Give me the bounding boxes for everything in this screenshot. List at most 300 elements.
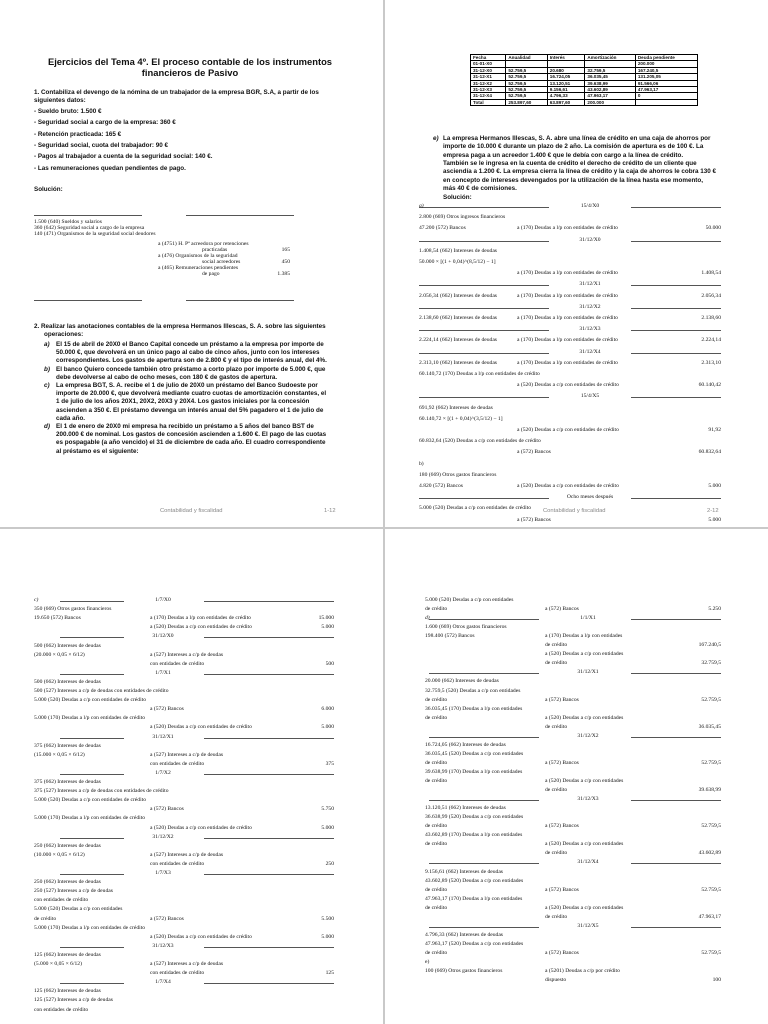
table-cell: 13.120,51 — [547, 80, 585, 86]
page-footer: Contabilidad y fiscalidad — [543, 508, 606, 514]
table-cell: 32.759,5 — [585, 67, 635, 73]
amount: 5.000 — [321, 824, 334, 831]
credit-line: a (572) Bancos — [545, 886, 579, 893]
amount: 125 — [325, 970, 334, 977]
journal-line: a (476) Organismos de la seguridad — [158, 253, 238, 259]
rule — [60, 774, 124, 775]
rule — [429, 863, 539, 864]
debit-line: 125 (527) Intereses a c/p de deudas — [34, 997, 113, 1004]
debit-line: de crédito — [425, 886, 448, 893]
debit-line: 20.000 (662) Intereses de deudas — [425, 678, 499, 685]
table-row — [471, 99, 698, 105]
debit-line: (20.000 × 0,05 × 6/12) — [34, 651, 85, 658]
entry-date: 1/7/X1 — [155, 669, 171, 676]
amount: 167.240,5 — [698, 642, 721, 649]
entry-date: Ocho meses después — [566, 494, 614, 501]
entry-date: 31/12/X2 — [577, 732, 599, 739]
debit-line: 47.963,17 (170) Deudas a l/p con entidades — [425, 895, 523, 902]
credit-line: a (520) Deudas a c/p con entidades de crédito — [150, 824, 252, 831]
table-cell: 52.759,5 — [506, 74, 547, 80]
debit-line: e) — [425, 959, 430, 965]
item-e-text: importe de 10.000 € durante un plazo de 2 año. La comisión de apertura es de 100 €. La — [443, 143, 704, 151]
debit-line: 47.200 (572) Bancos — [419, 225, 466, 232]
rule — [60, 637, 124, 638]
amount: 2.138,60 — [701, 315, 721, 321]
rule — [429, 673, 539, 674]
item-e-label: e) — [433, 135, 439, 142]
debit-line: 2.224,14 (662) Intereses de deudas — [419, 337, 497, 344]
table-cell: 31-12-X0 — [471, 67, 506, 73]
credit-line: a (527) Intereses a c/p de deudas — [150, 751, 223, 758]
bullet-item: - Sueldo bruto: 1.500 € — [34, 108, 102, 115]
credit-line: dispuesto — [545, 977, 567, 984]
question-2-line-2: operaciones: — [44, 331, 84, 338]
rule — [631, 619, 721, 620]
rule — [631, 498, 721, 499]
rule — [60, 983, 124, 984]
rule — [204, 774, 334, 775]
credit-line: a (572) Bancos — [545, 759, 579, 766]
item-text: 200.000 € de nominal. Los gastos de concesión ascienden a 1.600 €. El pago de las cuotas — [56, 431, 327, 439]
credit-line: a (170) Deudas a l/p con entidades de crédito — [517, 225, 618, 232]
journal-line: a (465) Remuneraciones pendientes — [158, 265, 238, 271]
debit-line: 250 (662) Intereses de deudas — [34, 842, 101, 849]
solution-label: Solución: — [443, 194, 472, 201]
amortization-table — [470, 54, 698, 106]
debit-line: 60.140,72 (170) Deudas a l/p con entidades de crédito — [419, 371, 540, 377]
debit-line: 43.602,89 (520) Deudas a c/p con entidades — [425, 877, 524, 884]
debit-line: de crédito — [425, 949, 448, 956]
item-text: 1 de julio de los años 20X1, 20X2, 20X3 y 20X4. Los gastos iniciales por la concesión — [56, 398, 310, 406]
rule — [204, 637, 334, 638]
rule — [60, 738, 124, 739]
table-cell: 31-12-X4 — [471, 93, 506, 99]
table-cell: 36.035,45 — [585, 74, 635, 80]
rule — [60, 838, 124, 839]
amount: 5.000 — [321, 624, 334, 631]
credit-line: a (170) Deudas a l/p con entidades — [545, 633, 623, 640]
credit-line: a (527) Intereses a c/p de deudas — [150, 851, 223, 858]
amount: 2.313,10 — [701, 359, 721, 366]
rule — [631, 800, 721, 801]
item-letter: c) — [44, 382, 50, 389]
credit-line: a (572) Bancos — [545, 949, 579, 956]
entry-date: 15/4/X5 — [580, 393, 600, 400]
debit-line: 5.000 (520) Deudas a c/p con entidades — [425, 597, 514, 603]
debit-line: 125 (662) Intereses de deudas — [34, 988, 101, 995]
entry-date: 31/12/X1 — [577, 669, 599, 676]
debit-line: 2.800 (669) Otros ingresos financieros — [419, 214, 506, 221]
amount: 52.759,5 — [701, 759, 721, 766]
table-cell: 52.759,5 — [506, 93, 547, 99]
amount: 52.759,5 — [701, 949, 721, 956]
debit-line: 47.963,17 (520) Deudas a c/p con entidades — [425, 940, 524, 947]
credit-line: a (572) Bancos — [517, 516, 551, 523]
amount: 2.224,14 — [701, 337, 721, 344]
item-text: debe devolverse al cabo de ocho meses, con 180 € de gastos de apertura. — [56, 373, 278, 381]
table-cell: 63.897,60 — [547, 99, 585, 105]
entry-date: 31/12/X1 — [152, 733, 174, 740]
credit-line: a (527) Intereses a c/p de deudas — [150, 961, 223, 967]
entry-date: 31/12/X0 — [579, 236, 601, 243]
item-e-text: en concepto de intereses devengados por la utilización de la línea hasta ese momento, — [443, 176, 703, 184]
entry-label: c) — [34, 597, 39, 603]
credit-line: de crédito — [545, 787, 568, 794]
rule — [631, 285, 721, 286]
debit-line: 60.140,72 × [(1 + 0,04)^(3,5/12) − 1] — [419, 415, 503, 422]
debit-line: 2.138,60 (662) Intereses de deudas — [419, 315, 497, 321]
credit-line: de crédito — [545, 642, 568, 649]
table-cell: 52.759,5 — [506, 87, 547, 93]
table-cell: 131.205,05 — [635, 74, 697, 80]
bullet-item: - Pagos al trabajador a cuenta de la seguridad social: 140 €. — [34, 153, 213, 161]
table-cell: Total — [471, 99, 506, 105]
credit-line: a (572) Bancos — [545, 696, 579, 703]
credit-line: a (520) Deudas a c/p con entidades — [545, 778, 624, 784]
debit-line: 5.000 (520) Deudas a c/p con entidades de crédito — [34, 797, 146, 804]
debit-line: 375 (662) Intereses de deudas — [34, 742, 101, 749]
debit-line: de crédito — [425, 778, 448, 784]
rule — [631, 737, 721, 738]
amount: 50.000 — [705, 225, 721, 232]
debit-line: 500 (662) Intereses de deudas — [34, 678, 101, 685]
table-cell: 20.680 — [547, 67, 585, 73]
credit-line: a (520) Deudas a c/p con entidades — [545, 714, 624, 721]
table-cell: 167.240,5 — [635, 67, 697, 73]
rule — [204, 947, 334, 948]
table-cell: 52.759,5 — [506, 80, 547, 86]
entry-date: 1/7/X2 — [155, 769, 171, 776]
debit-line: de crédito — [425, 696, 448, 703]
rule — [204, 674, 334, 675]
amount: 60.140,42 — [698, 382, 721, 389]
journal-line: social acreedores — [202, 259, 241, 265]
item-e-text: más 40 € de comisiones. — [443, 184, 517, 192]
debit-line: 5.000 (170) Deudas a l/p con entidades de crédito — [34, 924, 146, 931]
journal-line: 140 (471) Organismos de la seguridad social deudores — [34, 231, 156, 237]
credit-line: con entidades de crédito — [150, 970, 205, 977]
item-e-text: asciendía a 1.200 €. La empresa cierra la línea de crédito y la caja de ahorros le cobra 130 € — [443, 168, 717, 176]
debit-line: con entidades de crédito — [34, 1006, 89, 1013]
amount: 60.832,64 — [698, 449, 721, 456]
page-1 — [0, 0, 383, 527]
rule — [631, 397, 721, 398]
column-header: Fecha — [471, 55, 506, 61]
item-text: ascienden a 350 €. El préstamo devenga un interés anual del 5% pagadero el 1 de julio de — [56, 406, 324, 414]
entry-date: 31/12/X2 — [152, 833, 174, 840]
entry-date: 31/12/X1 — [579, 281, 601, 288]
debit-line: 9.156,61 (662) Intereses de deudas — [425, 868, 503, 875]
question-1-line-2: siguientes datos: — [34, 97, 86, 104]
rule — [419, 241, 549, 242]
credit-line: a (520) Deudas a c/p con entidades — [545, 841, 624, 848]
amount: 43.602,89 — [698, 850, 721, 857]
table-cell: 47.963,17 — [635, 87, 697, 93]
rule — [204, 738, 334, 739]
item-text: cada año. — [56, 414, 86, 422]
rule — [204, 601, 334, 602]
credit-line: a (170) Deudas a l/p con entidades de crédito — [517, 270, 618, 277]
rule — [631, 241, 721, 242]
column-header: Anualidad — [506, 55, 547, 61]
entry-label: a) — [419, 203, 424, 209]
credit-line: a (520) Deudas a c/p con entidades de crédito — [517, 427, 619, 433]
rule — [429, 800, 539, 801]
solution-label: Solución: — [34, 186, 63, 193]
credit-line: a (5201) Deudas a c/p por crédito — [545, 968, 620, 975]
amount: 2.056,34 — [701, 292, 721, 299]
debit-line: 13.120,51 (662) Intereses de deudas — [425, 805, 506, 812]
amount: 15.000 — [318, 615, 334, 622]
amount: 5.000 — [321, 933, 334, 940]
amount: 5.500 — [321, 915, 334, 922]
amount: 36.035,45 — [698, 723, 721, 730]
credit-line: a (572) Bancos — [517, 449, 551, 456]
journal-line: a (4751) H. Pª acreedora por retenciones — [158, 241, 249, 247]
debit-line: 5.000 (520) Deudas a c/p con entidades de crédito — [419, 505, 531, 512]
rule — [60, 874, 124, 875]
rule — [34, 300, 142, 301]
credit-line: a (572) Bancos — [150, 706, 184, 713]
page-4 — [385, 529, 768, 1024]
item-text: El 15 de abril de 20X0 el Banco Capital concede un préstamo a la empresa por importe de — [56, 341, 324, 348]
debit-line: 250 (527) Intereses a c/p de deudas — [34, 888, 113, 895]
credit-line: a (572) Bancos — [150, 915, 184, 922]
table-cell — [635, 99, 697, 105]
entry-date: 31/12/X3 — [152, 942, 174, 949]
credit-line: con entidades de crédito — [150, 660, 205, 667]
table-cell: 0 — [635, 93, 697, 99]
debit-line: 60.832,64 (520) Deudas a c/p con entidades de crédito — [419, 438, 541, 445]
rule — [631, 330, 721, 331]
credit-line: a (572) Bancos — [545, 606, 579, 613]
bullet-item: - Retención practicada: 165 € — [34, 130, 122, 138]
table-cell: 01-01-X0 — [471, 61, 506, 67]
credit-line: de crédito — [545, 913, 568, 920]
debit-line: 43.602,89 (170) Deudas a l/p con entidades — [425, 832, 523, 839]
table-cell: 9.156,61 — [547, 87, 585, 93]
debit-line: 4.796,33 (662) Intereses de deudas — [425, 931, 503, 938]
amount: 6.000 — [321, 706, 334, 713]
table-cell: 4.796,33 — [547, 93, 585, 99]
debit-line: de crédito — [34, 915, 57, 922]
debit-line: 250 (662) Intereses de deudas — [34, 879, 101, 886]
debit-line: 125 (662) Intereses de deudas — [34, 951, 101, 958]
item-text: La empresa BGT, S. A. recibe el 1 de julio de 20X0 un préstamo del Banco Sudoeste por — [56, 382, 318, 389]
rule — [186, 215, 294, 216]
debit-line: 39.638,99 (170) Deudas a l/p con entidades — [425, 768, 523, 775]
debit-line: 5.000 (520) Deudas a c/p con entidades de crédito — [34, 697, 146, 704]
bullet-item: - Seguridad social a cargo de la empresa: 360 € — [34, 119, 176, 127]
debit-line: b) — [419, 460, 424, 467]
debit-line: 5.000 (520) Deudas a c/p con entidades — [34, 906, 123, 913]
debit-line: 500 (527) Intereses a c/p de deudas con entidades de crédito — [34, 688, 169, 694]
question-2-line-1: 2. Realizar las anotaciones contables de la empresa Hermanos Illescas, S. A. sobre las siguientes — [34, 323, 326, 330]
debit-line: 4.820 (572) Bancos — [419, 483, 463, 489]
journal-amount: 165 — [281, 247, 290, 253]
item-letter: b) — [44, 365, 50, 373]
entry-date: 31/12/X0 — [152, 633, 174, 640]
rule — [419, 397, 549, 398]
debit-line: 691,92 (662) Intereses de deudas — [419, 404, 493, 411]
entry-date: 15/4/X0 — [580, 203, 600, 209]
credit-line: a (572) Bancos — [150, 806, 184, 813]
amount: 5.000 — [708, 483, 721, 489]
debit-line: con entidades de crédito — [34, 897, 89, 904]
amount: 5.000 — [321, 724, 334, 731]
debit-line: 350 (669) Otros gastos financieros — [34, 606, 112, 613]
entry-date: 1/1/X1 — [580, 615, 596, 622]
credit-line: con entidades de crédito — [150, 860, 205, 867]
amount: 52.759,5 — [701, 823, 721, 830]
credit-line: a (520) Deudas a c/p con entidades de crédito — [517, 483, 619, 489]
item-text: El 1 de enero de 20X0 mi empresa ha recibido un préstamo a 5 años del banco BST de — [56, 423, 314, 430]
credit-line: a (520) Deudas a c/p con entidades de crédito — [150, 933, 252, 940]
item-text: es pospagable (a año vencido) el 31 de diciembre de cada año. El cuadro correspondiente — [56, 439, 326, 447]
rule — [419, 330, 549, 331]
amount: 5.250 — [708, 606, 721, 613]
debit-line: 180 (669) Otros gastos financieros — [419, 471, 497, 478]
debit-line: de crédito — [425, 759, 448, 766]
credit-line: a (520) Deudas a c/p con entidades de crédito — [150, 724, 252, 731]
page-3 — [0, 529, 383, 1024]
entry-date: 31/12/X3 — [577, 796, 599, 803]
journal-amount: 1.385 — [277, 271, 290, 277]
page-number: 2-12 — [707, 508, 719, 514]
rule — [631, 673, 721, 674]
debit-line: 375 (527) Intereses a c/p de deudas con entidades de crédito — [34, 788, 169, 795]
rule — [204, 838, 334, 839]
debit-line: 19.650 (572) Bancos — [34, 615, 81, 622]
amount: 5.000 — [708, 516, 721, 523]
credit-line: a (520) Deudas a c/p con entidades — [545, 904, 624, 911]
rule — [631, 308, 721, 309]
amount: 39.638,99 — [698, 787, 721, 794]
debit-line: 5.000 (170) Deudas a l/p con entidades de crédito — [34, 815, 146, 822]
debit-line: (10.000 × 0,05 × 6/12) — [34, 851, 85, 858]
credit-line: a (170) Deudas a l/p con entidades de crédito — [517, 337, 618, 344]
table-cell: 39.638,99 — [585, 80, 635, 86]
item-text: correspondientes. Los gastos de apertura son de 2.800 € y el tipo de interés anual, del 4%. — [56, 357, 327, 365]
rule — [419, 285, 549, 286]
page-number: 1-12 — [324, 508, 336, 514]
table-cell: 200.000 — [635, 61, 697, 67]
rule — [631, 353, 721, 354]
entry-date: 31/12/X2 — [579, 303, 601, 310]
credit-line: a (520) Deudas a c/p con entidades de crédito — [517, 382, 619, 389]
journal-line: de pago — [202, 271, 220, 277]
amount: 32.759,5 — [701, 660, 721, 667]
entry-date: 31/12/X4 — [577, 859, 599, 866]
column-header: Interés — [547, 55, 585, 61]
amount: 100 — [712, 977, 721, 984]
credit-line: de crédito — [545, 850, 568, 857]
item-letter: a) — [44, 341, 50, 348]
amount: 1.408,54 — [701, 270, 721, 277]
debit-line: de crédito — [425, 606, 448, 613]
credit-line: a (527) Intereses a c/p de deudas — [150, 651, 223, 658]
question-1-line-1: 1. Contabiliza el devengo de la nómina de un trabajador de la empresa BGR, S.A, a partir de los — [34, 89, 319, 96]
rule — [419, 308, 549, 309]
credit-line: a (170) Deudas a l/p con entidades de crédito — [517, 292, 618, 299]
debit-line: de crédito — [425, 823, 448, 830]
amount: 47.963,17 — [698, 913, 721, 920]
credit-line: a (572) Bancos — [545, 823, 579, 830]
rule — [204, 983, 334, 984]
item-text: importe de 20.000 €, que devolverá mediante cuatro cuotas de amortización constantes, el — [56, 390, 327, 398]
column-header: Amortización — [585, 55, 635, 61]
debit-line: 36.035,45 (170) Deudas a l/p con entidades — [425, 705, 523, 712]
rule — [419, 353, 549, 354]
credit-line: a (170) Deudas a l/p con entidades de crédito — [150, 615, 251, 622]
rule — [419, 207, 549, 208]
bullet-item: - Seguridad social, cuota del trabajador: 90 € — [34, 141, 169, 149]
debit-line: (5.000 × 0,05 × 6/12) — [34, 961, 82, 967]
debit-line: 500 (662) Intereses de deudas — [34, 642, 101, 649]
credit-line: con entidades de crédito — [150, 760, 205, 767]
debit-line: de crédito — [425, 841, 448, 848]
page-2 — [385, 0, 768, 527]
item-e-text: empresa paga a un acreedor 1.400 € que le debía con cargo a la línea de crédito. — [443, 151, 684, 159]
debit-line: de crédito — [425, 904, 448, 911]
column-header: Deuda pendiente — [635, 55, 697, 61]
debit-line: 5.000 (170) Deudas a l/p con entidades de crédito — [34, 715, 146, 722]
entry-date: 1/7/X4 — [155, 979, 171, 986]
journal-amount: 450 — [281, 259, 290, 265]
table-cell: 43.602,89 — [585, 87, 635, 93]
rule — [631, 863, 721, 864]
entry-date: 31/12/X3 — [579, 326, 601, 333]
amount: 375 — [325, 760, 334, 767]
entry-label: d) — [425, 615, 430, 622]
rule — [204, 874, 334, 875]
rule — [429, 619, 539, 620]
amount: 500 — [325, 660, 334, 667]
entry-date: 31/12/X5 — [577, 922, 599, 929]
debit-line: de crédito — [425, 714, 448, 721]
document-title: Ejercicios del Tema 4º. El proceso contable de los instrumentos financieros de Pasivo — [47, 56, 333, 78]
table-cell: 31-12-X3 — [471, 87, 506, 93]
rule — [34, 215, 142, 216]
item-text: al préstamo es el siguiente: — [56, 447, 139, 455]
item-e-text: La empresa Hermanos Illescas, S. A. abre una línea de crédito en una caja de ahorros por — [443, 135, 711, 142]
journal-line: 360 (642) Seguridad social a cargo de la empresa — [34, 225, 145, 231]
debit-line: 36.035,45 (520) Deudas a c/p con entidades — [425, 750, 524, 757]
journal-line: 1.500 (640) Sueldos y salarios — [34, 219, 102, 225]
debit-line: (15.000 × 0,05 × 6/12) — [34, 751, 85, 758]
rule — [60, 674, 124, 675]
table-cell: 16.724,05 — [547, 74, 585, 80]
table-cell: 200.000 — [585, 99, 635, 105]
rule — [60, 601, 124, 602]
journal-line: practicadas — [202, 247, 228, 253]
debit-line: 2.313,10 (662) Intereses de deudas — [419, 359, 497, 366]
amount: 250 — [325, 860, 334, 867]
page-footer: Contabilidad y fiscalidad — [160, 508, 223, 514]
rule — [186, 300, 294, 301]
amount: 52.759,5 — [701, 696, 721, 703]
credit-line: de crédito — [545, 660, 568, 667]
table-cell: 31-12-X1 — [471, 74, 506, 80]
debit-line: 50.000 × [(1 + 0,04)^(8,5/12) − 1] — [419, 259, 496, 265]
table-cell: 52.759,5 — [506, 67, 547, 73]
amount: 5.750 — [321, 806, 334, 813]
debit-line: 32.759,5 (520) Deudas a c/p con entidades — [425, 687, 521, 694]
entry-date: 31/12/X4 — [579, 348, 601, 355]
debit-line: 16.724,05 (662) Intereses de deudas — [425, 741, 506, 748]
item-text: 50.000 €, que devolverá en un único pago al cabo de cinco años, junto con los intereses — [56, 349, 320, 357]
amount: 91,92 — [708, 427, 721, 433]
